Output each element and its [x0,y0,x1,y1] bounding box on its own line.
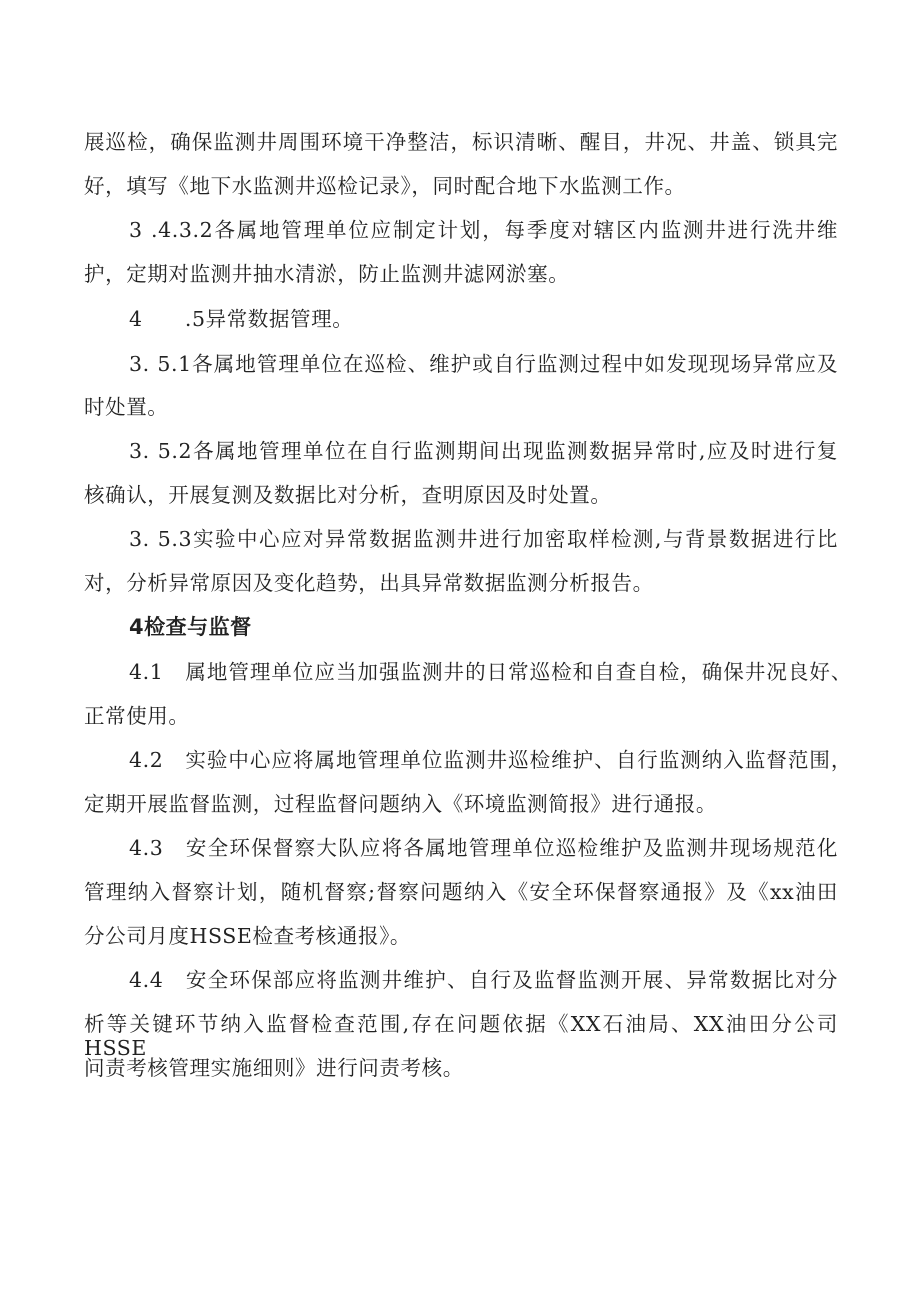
paragraph-line-13: 4.1 属地管理单位应当加强监测井的日常巡检和自查自检，确保井况良好、 [129,660,852,684]
paragraph-line-17: 4.3 安全环保督察大队应将各属地管理单位巡检维护及监测井现场规范化 [129,836,838,860]
paragraph-line-20: 4.4 安全环保部应将监测井维护、自行及监督监测开展、异常数据比对分 [129,968,838,992]
paragraph-line-4: 护，定期对监测井抽水清淤，防止监测井滤网淤塞。 [84,262,570,286]
section-heading-3-5: 4 .5异常数据管理。 [129,307,354,331]
paragraph-line-22: 问责考核管理实施细则》进行问责考核。 [84,1056,464,1080]
paragraph-line-16: 定期开展监督监测，过程监督问题纳入《环境监测简报》进行通报。 [84,792,717,816]
paragraph-line-19: 分公司月度HSSE检查考核通报》。 [84,924,412,948]
paragraph-line-18: 管理纳入督察计划，随机督察;督察问题纳入《安全环保督察通报》及《xx油田 [84,880,838,904]
paragraph-line-1: 展巡检，确保监测井周围环境干净整洁，标识清晰、醒目，井况、井盖、锁具完 [84,130,838,154]
paragraph-line-2: 好，填写《地下水监测井巡检记录》，同时配合地下水监测工作。 [84,174,686,198]
section-heading-4: 4检查与监督 [129,615,252,639]
paragraph-line-6: 3. 5.1各属地管理单位在巡检、维护或自行监测过程中如发现现场异常应及 [129,352,838,376]
paragraph-line-15: 4.2 实验中心应将属地管理单位监测井巡检维护、自行监测纳入监督范围， [129,748,852,772]
paragraph-line-14: 正常使用。 [84,704,190,728]
paragraph-line-11: 对，分析异常原因及变化趋势，出具异常数据监测分析报告。 [84,571,654,595]
paragraph-line-9: 核确认，开展复测及数据比对分析，查明原因及时处置。 [84,483,612,507]
paragraph-line-8: 3. 5.2各属地管理单位在自行监测期间出现监测数据异常时,应及时进行复 [129,439,838,463]
paragraph-line-7: 时处置。 [84,395,169,419]
paragraph-line-3: 3 .4.3.2各属地管理单位应制定计划，每季度对辖区内监测井进行洗井维 [129,218,838,242]
paragraph-line-10: 3. 5.3实验中心应对异常数据监测井进行加密取样检测,与背景数据进行比 [129,527,838,551]
paragraph-line-21: 析等关键环节纳入监督检查范围,存在问题依据《XX石油局、XX油田分公司HSSE [84,1012,838,1060]
